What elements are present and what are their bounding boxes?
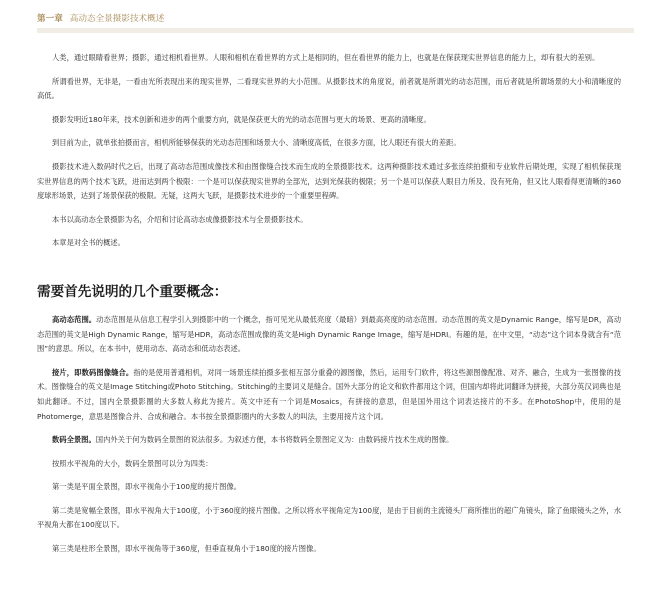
concept-paragraph xyxy=(37,457,621,472)
concept-text: 动态范围是从信息工程学引入到摄影中的一个概念，指可见光从最低亮度（最暗）到最高亮度的动态范围。动态范围的英文是Dynamic Range，缩写是DR，高动态范围的英文是High Dynamic Range，缩写是HDR，高动态范围成像的英文是High Dynamic Range Image，缩写是HDRI。有趣的是，在中文里，“动态”这个词本身就含有“范围”的意思。所以，在本书中，使用动态、高动态和低动态表述。 xyxy=(37,314,622,354)
concept-paragraph xyxy=(37,542,621,557)
intro-paragraph: 本章是对全书的概述。 xyxy=(52,238,125,248)
running-header xyxy=(37,12,164,24)
concept-text: 按照水平视角的大小，数码全景图可以分为四类： xyxy=(52,458,213,468)
concept-text: 第二类是宽幅全景图，即水平视角大于100度，小于360度的接片图像。之所以将水平视角定为100度，是由于目前的主流镜头厂商所推出的超广角镜头，除了鱼眼镜头之外，水平视角大都在100度以下。 xyxy=(37,505,621,530)
concept-paragraph xyxy=(37,366,621,424)
concept-text: 国内外关于何为数码全景图的说法很多。为叙述方便，本书将数码全景图定义为：由数码接片技术生成的图像。 xyxy=(95,435,454,445)
concept-paragraph xyxy=(37,504,621,533)
intro-paragraph: 本书以高动态全景摄影为名，介绍和讨论高动态成像摄影技术与全景摄影技术。 xyxy=(52,214,308,224)
concept-text: 第一类是平面全景图，即水平视角小于100度的接片图像。 xyxy=(52,482,242,492)
concept-paragraph xyxy=(37,433,621,448)
intro-paragraph: 摄影发明近180年来，技术创新和进步的两个重要方向，就是保获更大的光的动态范围与更大的场景、更高的清晰度。 xyxy=(52,114,431,124)
chapter-number: 第一章 xyxy=(37,14,63,24)
intro-paragraph: 到目前为止，就单张拍摄而言，相机所能够保获的光动态范围和场景大小、清晰度高低，在很多方面，比人眼还有很大的差距。 xyxy=(52,138,461,148)
intro-paragraph: 摄影技术进入数码时代之后，出现了高动态范围成像技术和由图像缝合技术而生成的全景摄影技术。这两种摄影技术通过多张连续拍摄和专业软件后期处理，实现了相机保获现实世界信息的两个技术飞跃，进而达到两个极限：一个是可以保获现实世界的全部光，达到光保获的极限；另一个是可以保获人眼目力所及、没有死角，但又比人眼看得更清晰的360度球形场景，达到了场景保获的极限。无疑，这两大飞跃，是摄影技术进步的一个重要里程碑。 xyxy=(37,161,621,201)
concept-text: 指的是使用普通相机，对同一场景连续拍摄多张相互部分重叠的源图像，然后，运用专门软件，将这些源图像配准、对齐、融合，生成为一张图像的技术。图像缝合的英文是Image Stitching或Photo Stitching。Stitching的主要词义是缝合。国外大部分的论文和软件都用这个词，但国内却将此词翻译为拼接，大部分英汉词典也是如此翻译。不过，国内全景摄影圈的大多数人称此为接片。英文中还有一个词是Mosaics，有拼接的意思，但是国外用这个词表达接片的不多。在PhotoShop中，使用的是Photomerge，意思是图像合并、合成和融合。本书按全景摄影圈内的大多数人的叫法，主要用接片这个词。 xyxy=(37,367,622,421)
chapter-title: 高动态全景摄影技术概述 xyxy=(69,14,165,24)
section-heading: 需要首先说明的几个重要概念： xyxy=(37,283,228,300)
concept-text: 第三类是柱形全景图，即水平视角等于360度，但垂直视角小于180度的接片图像。 xyxy=(52,544,321,554)
body-text xyxy=(37,51,621,566)
concept-term: 接片，即数码图像缝合。 xyxy=(52,367,134,377)
concept-term: 数码全景图。 xyxy=(52,435,96,445)
intro-paragraph: 所谓看世界，无非是，一看由光所表现出来的现实世界，二看现实世界的大小范围。从摄影技术的角度说，前者就是所谓光的动态范围，而后者就是所谓场景的大小和清晰度的高低。 xyxy=(37,76,621,101)
concept-paragraph xyxy=(37,480,621,495)
concept-term: 高动态范围。 xyxy=(52,314,97,324)
concept-paragraph xyxy=(37,313,621,357)
header-divider xyxy=(37,28,634,33)
intro-paragraph: 人类，通过眼睛看世界；摄影，通过相机看世界。人眼和相机在看世界的方式上是相同的，但在看世界的能力上，也就是在保获现实世界信息的能力上，却有很大的差别。 xyxy=(52,53,600,62)
